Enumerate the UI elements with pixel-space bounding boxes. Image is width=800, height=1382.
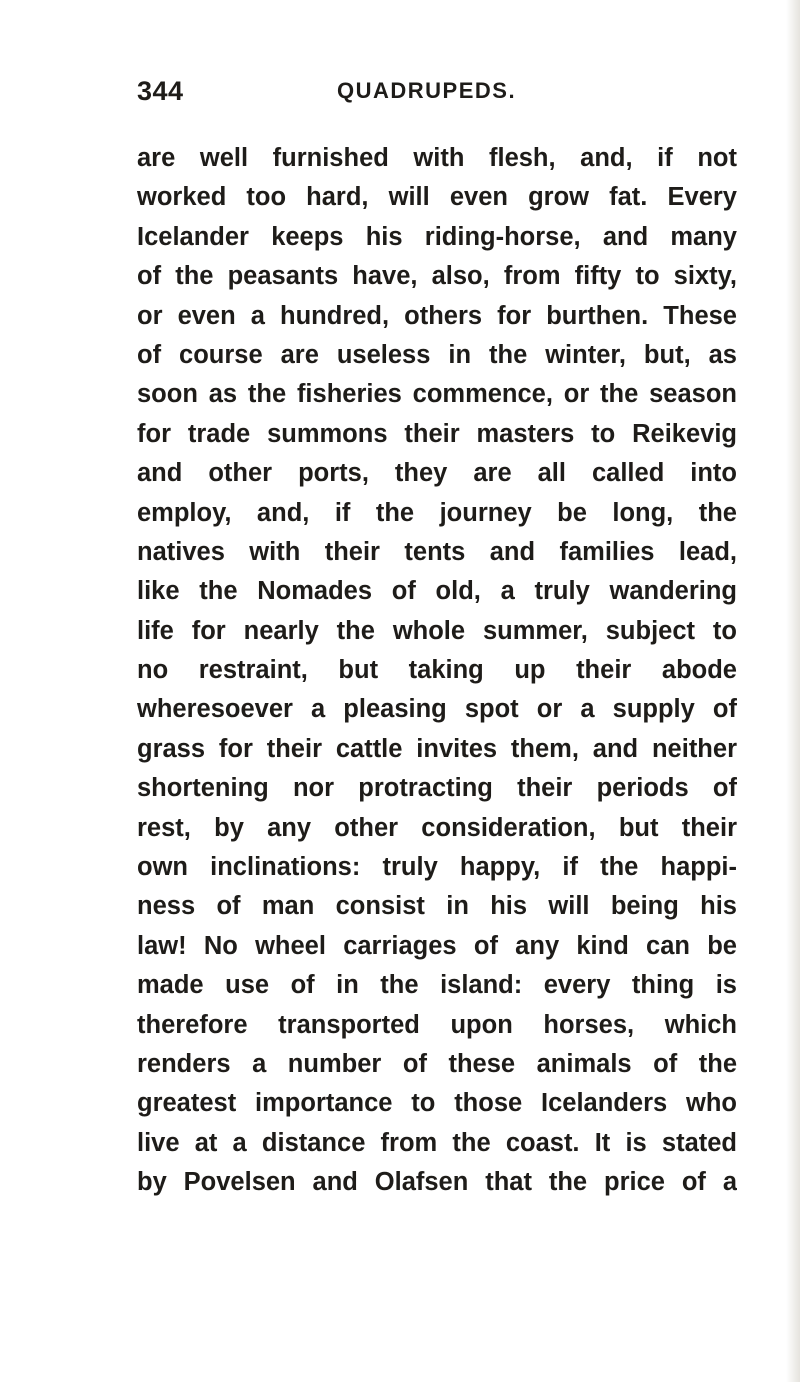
running-title: QUADRUPEDS. (337, 78, 517, 103)
text-line: law! No wheel carriages of any kind can be (137, 931, 737, 960)
text-line: worked too hard, will even grow fat. Every (137, 183, 737, 212)
text-line: for trade summons their masters to Reikevig (137, 419, 737, 448)
text-line: shortening nor protracting their periods of (137, 774, 737, 803)
text-line: and other ports, they are all called into (137, 459, 737, 488)
text-line: employ, and, if the journey be long, the (137, 498, 737, 527)
running-head (137, 74, 737, 108)
text-line: of course are useless in the winter, but, as (137, 340, 737, 369)
text-line: own inclinations: truly happy, if the happi- (137, 853, 737, 882)
text-line: natives with their tents and families lead, (137, 537, 737, 566)
text-line: wheresoever a pleasing spot or a supply of (137, 695, 737, 724)
text-line: renders a number of these animals of the (137, 1049, 737, 1078)
text-line: Icelander keeps his riding-horse, and many (137, 222, 737, 251)
text-line: like the Nomades of old, a truly wandering (137, 577, 737, 606)
text-line: live at a distance from the coast. It is stated (137, 1128, 737, 1157)
page-edge-shadow (786, 0, 800, 1382)
text-line: greatest importance to those Icelanders who (137, 1089, 737, 1118)
page-number: 344 (137, 76, 184, 106)
text-line: ness of man consist in his will being his (137, 892, 737, 921)
text-line: rest, by any other consideration, but their (137, 813, 737, 842)
text-line: by Povelsen and Olafsen that the price of a (137, 1168, 737, 1197)
text-line: made use of in the island: every thing is (137, 971, 737, 1000)
body-text (137, 139, 737, 1203)
text-line: are well furnished with flesh, and, if not (137, 144, 737, 172)
text-line: soon as the fisheries commence, or the season (137, 380, 737, 409)
text-line: no restraint, but taking up their abode (137, 656, 737, 685)
text-line: therefore transported upon horses, which (137, 1010, 737, 1039)
text-line: life for nearly the whole summer, subject to (137, 616, 737, 645)
text-line: grass for their cattle invites them, and neither (137, 734, 737, 763)
text-line: or even a hundred, others for burthen. These (137, 301, 737, 330)
text-line: of the peasants have, also, from fifty to sixty, (137, 262, 737, 291)
